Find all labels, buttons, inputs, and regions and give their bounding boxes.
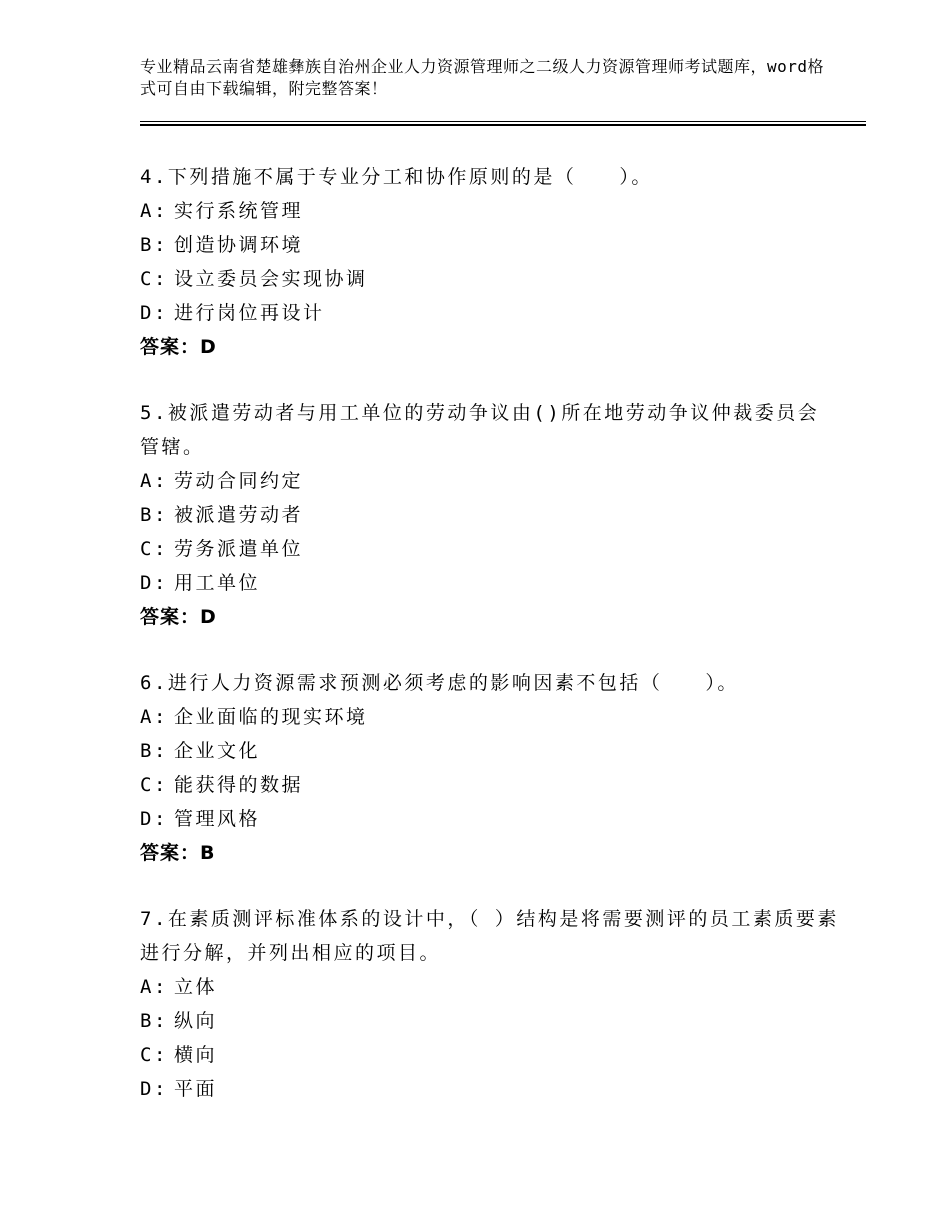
option-a bbox=[140, 194, 840, 228]
question-item bbox=[140, 160, 840, 364]
option-letter: C: bbox=[140, 268, 168, 290]
option-text: 实行系统管理 bbox=[174, 200, 304, 222]
question-stem: 5.被派遣劳动者与用工单位的劳动争议由()所在地劳动争议仲裁委员会管辖。 bbox=[140, 402, 820, 458]
option-letter: B: bbox=[140, 740, 168, 762]
option-text: 劳务派遣单位 bbox=[174, 538, 304, 560]
option-text: 横向 bbox=[174, 1044, 218, 1066]
question-item bbox=[140, 396, 840, 634]
document-header: 专业精品云南省楚雄彝族自治州企业人力资源管理师之二级人力资源管理师考试题库，word格式可自由下载编辑，附完整答案！ bbox=[140, 57, 825, 98]
option-letter: B: bbox=[140, 234, 168, 256]
option-letter: A: bbox=[140, 470, 168, 492]
option-c bbox=[140, 532, 840, 566]
option-letter: D: bbox=[140, 572, 168, 594]
question-stem: 7.在素质测评标准体系的设计中，（ ）结构是将需要测评的员工素质要素进行分解，并列出相应的项目。 bbox=[140, 908, 839, 964]
option-letter: A: bbox=[140, 976, 168, 998]
option-text: 能获得的数据 bbox=[174, 774, 304, 796]
option-text: 进行岗位再设计 bbox=[174, 302, 325, 324]
option-c bbox=[140, 1038, 840, 1072]
option-letter: D: bbox=[140, 1078, 168, 1100]
option-b bbox=[140, 1004, 840, 1038]
option-text: 企业文化 bbox=[174, 740, 261, 762]
option-text: 被派遣劳动者 bbox=[174, 504, 304, 526]
option-text: 创造协调环境 bbox=[174, 234, 304, 256]
option-text: 平面 bbox=[174, 1078, 218, 1100]
option-text: 立体 bbox=[174, 976, 218, 998]
option-letter: C: bbox=[140, 774, 168, 796]
header-divider-thick bbox=[140, 124, 866, 126]
option-letter: B: bbox=[140, 1010, 168, 1032]
question-item bbox=[140, 666, 840, 870]
option-d bbox=[140, 802, 840, 836]
option-letter: C: bbox=[140, 538, 168, 560]
option-text: 纵向 bbox=[174, 1010, 218, 1032]
option-text: 用工单位 bbox=[174, 572, 261, 594]
option-b bbox=[140, 498, 840, 532]
option-letter: C: bbox=[140, 1044, 168, 1066]
option-text: 设立委员会实现协调 bbox=[174, 268, 368, 290]
option-c bbox=[140, 262, 840, 296]
option-letter: B: bbox=[140, 504, 168, 526]
option-letter: A: bbox=[140, 200, 168, 222]
option-d bbox=[140, 296, 840, 330]
option-letter: D: bbox=[140, 808, 168, 830]
question-stem: 6.进行人力资源需求预测必须考虑的影响因素不包括（ ）。 bbox=[140, 672, 739, 694]
header-divider-thin bbox=[140, 121, 866, 122]
answer-line: 答案：D bbox=[140, 336, 217, 358]
option-text: 企业面临的现实环境 bbox=[174, 706, 368, 728]
answer-line: 答案：B bbox=[140, 842, 216, 864]
option-a bbox=[140, 700, 840, 734]
answer-line: 答案：D bbox=[140, 606, 217, 628]
option-a bbox=[140, 464, 840, 498]
option-text: 劳动合同约定 bbox=[174, 470, 304, 492]
question-stem: 4.下列措施不属于专业分工和协作原则的是（ ）。 bbox=[140, 166, 653, 188]
option-letter: D: bbox=[140, 302, 168, 324]
option-d bbox=[140, 1072, 840, 1106]
option-b bbox=[140, 734, 840, 768]
option-text: 管理风格 bbox=[174, 808, 261, 830]
option-d bbox=[140, 566, 840, 600]
option-c bbox=[140, 768, 840, 802]
question-item bbox=[140, 902, 840, 1106]
question-list bbox=[140, 160, 840, 1138]
option-a bbox=[140, 970, 840, 1004]
option-b bbox=[140, 228, 840, 262]
option-letter: A: bbox=[140, 706, 168, 728]
